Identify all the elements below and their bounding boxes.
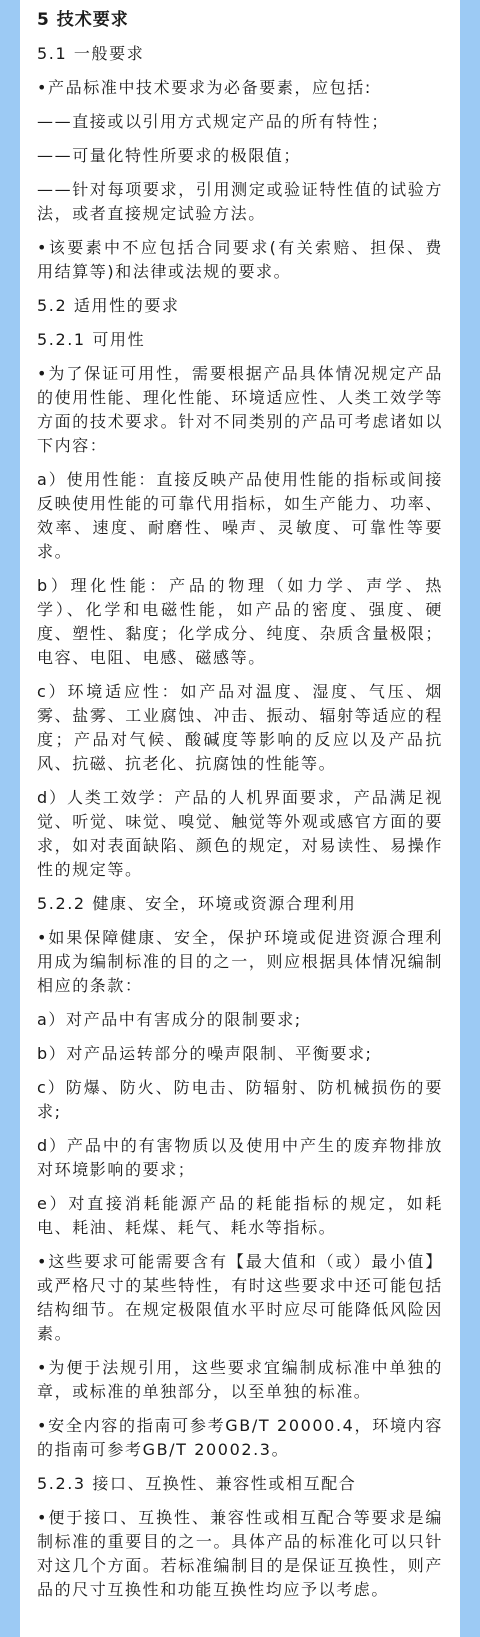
paragraph: d）产品中的有害物质以及使用中产生的废弃物排放对环境影响的要求； <box>37 1136 443 1179</box>
subsection-heading: 5.1 一般要求 <box>37 44 145 63</box>
paragraph: a）使用性能：直接反映产品使用性能的指标或间接反映使用性能的可靠代用指标，如生产能力、功率、效率、速度、耐磨性、噪声、灵敏度、可靠性等要求。 <box>37 470 443 561</box>
paragraph: ——针对每项要求，引用测定或验证特性值的试验方法，或者直接规定试验方法。 <box>37 180 443 223</box>
paragraph: d）人类工效学：产品的人机界面要求，产品满足视觉、听觉、味觉、嗅觉、触觉等外观或感官方面的要求，如对表面缺陷、颜色的规定，对易读性、易操作性的规定等。 <box>37 788 443 879</box>
paragraph: •为便于法规引用，这些要求宜编制成标准中单独的章，或标准的单独部分，以至单独的标准。 <box>37 1358 443 1401</box>
subsection-heading: 5.2 适用性的要求 <box>37 296 180 315</box>
right-border-bar <box>460 0 480 1637</box>
section-title: 5 技术要求 <box>37 10 129 30</box>
paragraph: a）对产品中有害成分的限制要求; <box>37 1010 302 1029</box>
paragraph: b）理化性能：产品的物理（如力学、声学、热学）、化学和电磁性能，如产品的密度、强度、硬度、塑性、黏度；化学成分、纯度、杂质含量极限；电容、电阻、电感、磁感等。 <box>37 576 443 667</box>
paragraph: •如果保障健康、安全，保护环境或促进资源合理利用成为编制标准的目的之一，则应根据具体情况编制相应的条款： <box>37 928 443 995</box>
paragraph: ——直接或以引用方式规定产品的所有特性； <box>37 112 390 131</box>
subsection-heading: 5.2.1 可用性 <box>37 330 146 349</box>
paragraph: e）对直接消耗能源产品的耗能指标的规定，如耗电、耗油、耗煤、耗气、耗水等指标。 <box>37 1194 443 1237</box>
paragraph: •这些要求可能需要含有【最大值和（或）最小值】或严格尺寸的某些特性，有时这些要求中还可能包括结构细节。在规定极限值水平时应尽可能降低风险因素。 <box>37 1252 443 1343</box>
paragraph: •产品标准中技术要求为必备要素，应包括: <box>37 78 372 97</box>
paragraph: •该要素中不应包括合同要求(有关索赔、担保、费用结算等)和法律或法规的要求。 <box>37 238 443 281</box>
paragraph: •便于接口、互换性、兼容性或相互配合等要求是编制标准的重要目的之一。具体产品的标准化可以只针对这几个方面。若标准编制目的是保证互换性，则产品的尺寸互换性和功能互换性均应予以考虑。 <box>37 1508 443 1599</box>
paragraph: ——可量化特性所要求的极限值； <box>37 146 302 165</box>
subsection-heading: 5.2.3 接口、互换性、兼容性或相互配合 <box>37 1474 357 1493</box>
subsection-heading: 5.2.2 健康、安全，环境或资源合理利用 <box>37 894 357 913</box>
paragraph: •为了保证可用性，需要根据产品具体情况规定产品的使用性能、理化性能、环境适应性、人类工效学等方面的技术要求。针对不同类别的产品可考虑诸如以下内容： <box>37 364 443 455</box>
left-border-bar <box>0 0 20 1637</box>
paragraph: c）环境适应性：如产品对温度、湿度、气压、烟雾、盐雾、工业腐蚀、冲击、振动、辐射等适应的程度；产品对气候、酸碱度等影响的反应以及产品抗风、抗磁、抗老化、抗腐蚀的性能等。 <box>37 682 443 773</box>
paragraph: c）防爆、防火、防电击、防辐射、防机械损伤的要求; <box>37 1078 443 1121</box>
paragraph: •安全内容的指南可参考GB/T 20000.4，环境内容的指南可参考GB/T 20002.3。 <box>37 1416 443 1459</box>
document-body <box>37 8 443 1612</box>
paragraph: b）对产品运转部分的噪声限制、平衡要求; <box>37 1044 373 1063</box>
